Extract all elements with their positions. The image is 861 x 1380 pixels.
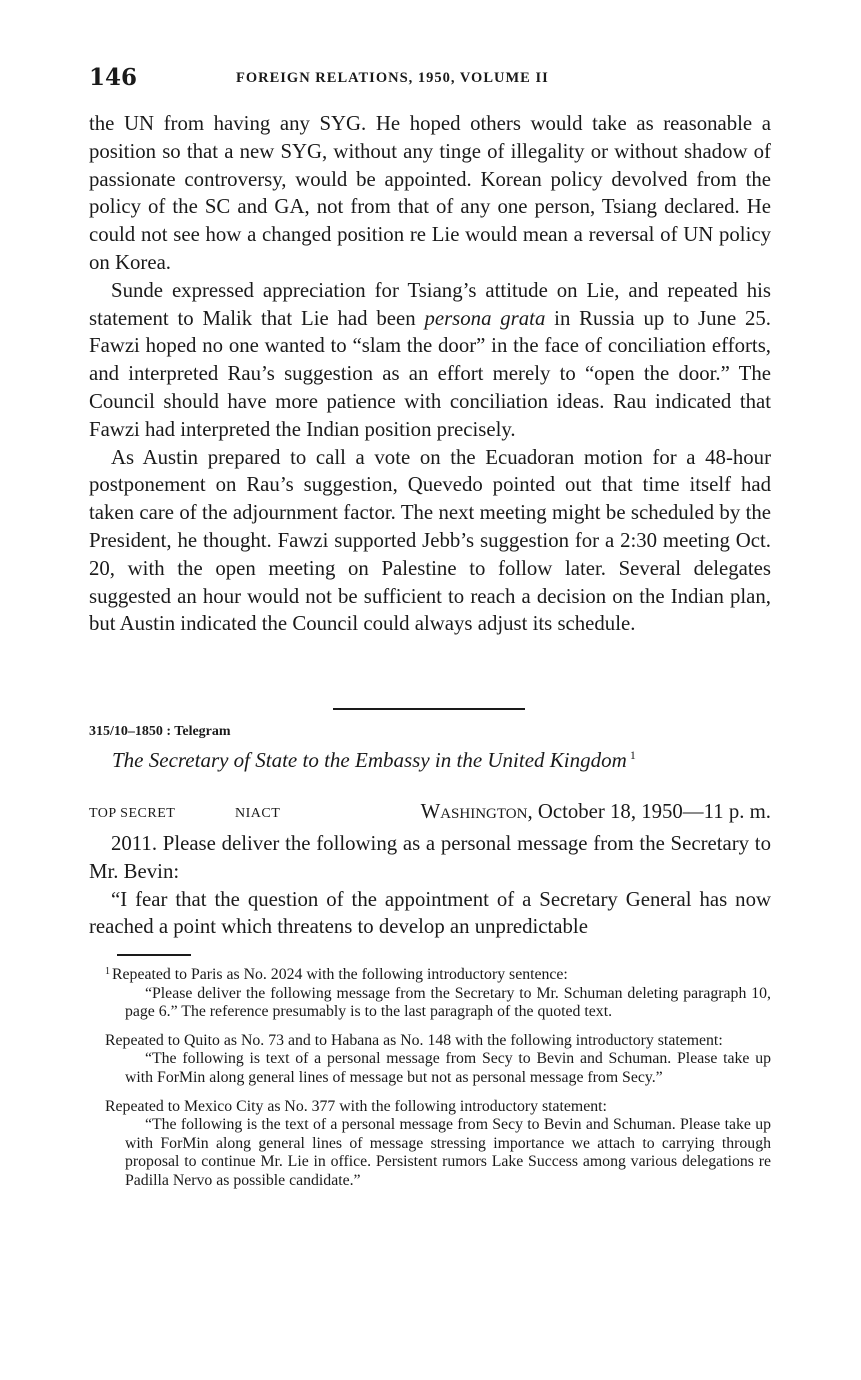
dateline	[89, 800, 771, 826]
footnote-quote: “Please deliver the following message from the Secretary to Mr. Schuman deleting paragraph 10, page 6.” The reference presumably is to the last paragraph of the quoted text.	[125, 984, 771, 1021]
footnote-divider	[117, 954, 191, 956]
footnote-item: Repeated to Quito as No. 73 and to Habana as No. 148 with the following introductory statement:	[105, 1031, 723, 1049]
section-divider	[333, 708, 525, 710]
file-reference: 315/10–1850 : Telegram	[89, 724, 231, 739]
document-title: The Secretary of State to the Embassy in the United Kingdom $^1$	[112, 748, 636, 772]
place: Washington	[420, 800, 528, 823]
footnotes	[89, 963, 771, 1201]
telegram-message	[89, 830, 771, 941]
body-paragraph: Sunde expressed appreciation for Tsiang’s attitude on Lie, and repeated his statement to Malik that Lie had been persona grata in Russia up to June 25. Fawzi hoped no one wanted to “slam the door” in the face of conciliation efforts, and interpreted Rau’s suggestion as an effort merely to “open the door.” The Council should have more patience with conciliation ideas. Rau indicated that Fawzi had interpreted the Indian position precisely.	[89, 278, 771, 441]
place-date	[421, 800, 771, 824]
body-paragraph: As Austin prepared to call a vote on the Ecuadoran motion for a 48-hour postponement on Rau’s suggestion, Quevedo pointed out that time itself had taken care of the adjournment factor. The next meeting might be scheduled by the President, he thought. Fawzi supported Jebb’s suggestion for a 2:30 meeting Oct. 20, with the open meeting on Palestine to follow later. Several delegates suggested an hour would not be sufficient to reach a decision on the Indian plan, but Austin indicated the Council could always adjust its schedule.	[89, 445, 771, 636]
italic-phrase: persona grata	[424, 306, 546, 330]
body-paragraph: the UN from having any SYG. He hoped others would take as reasonable a position so that a new SYG, without any tinge of illegality or without shadow of passionate controversy, would be appointed. Korean policy devolved from the policy of the SC and GA, not from that of any one person, Tsiang declared. He could not see how a changed position re Lie would mean a reversal of UN policy on Korea.	[89, 112, 771, 274]
message-paragraph: “I fear that the question of the appointment of a Secretary General has now reached a point which threatens to develop an unpredictable	[89, 887, 771, 939]
footnote-quote: “The following is the text of a personal message from Secy to Bevin and Schuman. Please take up with ForMin along general lines of message stressing importance we attach to carrying through proposal to continue Mr. Lie in office. Persistent rumors Lake Success among various delegations re Padilla Nervo as possible candidate.”	[125, 1116, 771, 1189]
running-head: FOREIGN RELATIONS, 1950, VOLUME II	[236, 70, 549, 86]
classification: TOP SECRET	[89, 806, 176, 821]
precedence: NIACT	[235, 806, 281, 821]
page-header	[89, 62, 771, 96]
footnote-quote: “The following is text of a personal message from Secy to Bevin and Schuman. Please take up with ForMin along general lines of message but not as personal message from Secy.”	[125, 1050, 771, 1086]
footnote-item: $^1$ Repeated to Paris as No. 2024 with the following introductory sentence:	[105, 966, 568, 983]
page-number: 146	[89, 64, 138, 91]
message-paragraph: 2011. Please deliver the following as a personal message from the Secretary to Mr. Bevin:	[89, 832, 771, 883]
body-text	[89, 110, 771, 638]
footnote-mark: 1	[629, 748, 636, 762]
date: , October 18, 1950—11 p. m.	[527, 800, 771, 823]
footnote-item: Repeated to Mexico City as No. 377 with the following introductory statement:	[105, 1097, 607, 1115]
